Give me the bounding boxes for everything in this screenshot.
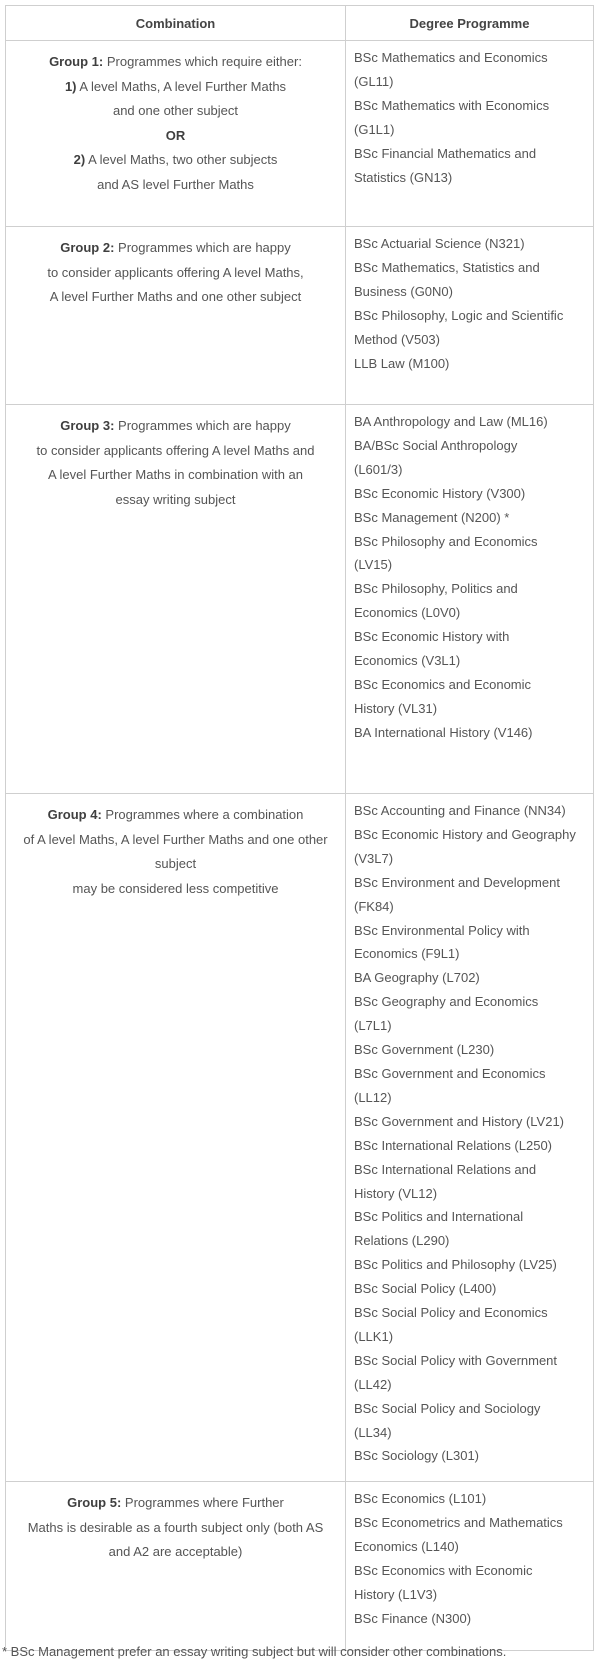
- group-row-5: [6, 1482, 594, 1651]
- combination-cell: [6, 227, 346, 405]
- programme-line: (LL42): [354, 1376, 392, 1392]
- header-row: [6, 6, 594, 41]
- programme-line: BSc Social Policy with Government: [354, 1352, 558, 1368]
- combination-line: [14, 1491, 337, 1516]
- combination-text: Programmes where Further: [124, 1495, 284, 1510]
- programmes-table: [5, 5, 594, 1651]
- combination-line: [14, 99, 337, 124]
- programme-line: BSc Econometrics and Mathematics: [354, 1514, 563, 1530]
- combination-line: [14, 439, 337, 464]
- programme-line: (LL12): [354, 1089, 392, 1105]
- programme-line: History (VL31): [354, 700, 438, 716]
- combination-text: essay writing subject: [115, 491, 236, 507]
- programme-line: BSc Financial Mathematics and: [354, 145, 537, 161]
- programme-line: BSc Actuarial Science (N321): [354, 236, 525, 251]
- programme-line: (LLK1): [354, 1328, 394, 1344]
- programme-line: Economics (L0V0): [354, 605, 461, 621]
- programme-line: (L7L1): [354, 1018, 392, 1034]
- programme-line: BSc Mathematics, Statistics and: [354, 259, 540, 275]
- combination-text: A level Maths, A level Further Maths: [76, 78, 287, 94]
- combination-line: [14, 50, 337, 75]
- combination-text: A level Maths, two other subjects: [85, 152, 278, 167]
- programme-line: BSc Government and History (LV21): [354, 1113, 565, 1129]
- combination-text: A level Further Maths and one other subject: [49, 289, 302, 304]
- group-row-1: [6, 41, 594, 227]
- programme-cell: [346, 41, 594, 227]
- programme-line: (LL34): [354, 1424, 392, 1440]
- header-degree-programme: Degree Programme: [346, 6, 594, 41]
- programme-line: Economics (F9L1): [354, 946, 460, 962]
- programme-line: Relations (L290): [354, 1233, 450, 1249]
- programme-line: BSc Environmental Policy with: [354, 922, 530, 938]
- programme-line: (GL11): [354, 73, 394, 89]
- combination-line: OR: [165, 127, 186, 143]
- programme-line: BSc Economic History with: [354, 629, 510, 645]
- programme-line: BSc Philosophy and Economics: [354, 533, 538, 549]
- combination-cell: [6, 41, 346, 227]
- programme-line: BSc Environment and Development: [354, 874, 560, 890]
- programme-line: BSc Economics with Economic: [354, 1562, 533, 1578]
- combination-line: [14, 414, 337, 439]
- programme-line: History (VL12): [354, 1185, 438, 1201]
- combination-line: [14, 236, 337, 261]
- combination-text: and one other subject: [112, 103, 239, 118]
- programme-line: BA Geography (L702): [354, 970, 480, 986]
- programme-line: BSc Mathematics and Economics: [354, 50, 548, 65]
- programme-line: LLB Law (M100): [354, 355, 450, 371]
- programme-line: BSc Politics and Philosophy (LV25): [354, 1257, 557, 1273]
- combination-cell: [6, 794, 346, 1482]
- programme-cell: [346, 405, 594, 794]
- group-label: Group 3:: [60, 418, 115, 433]
- programme-cell: [346, 794, 594, 1482]
- combination-text: Programmes where a combination: [105, 807, 304, 822]
- programme-line: BSc Philosophy, Politics and: [354, 581, 518, 597]
- combination-line: [14, 285, 337, 310]
- programme-line: BSc Economics and Economic: [354, 676, 532, 692]
- combination-text: to consider applicants offering A level Maths and: [36, 442, 315, 458]
- option-number: 2): [73, 152, 86, 167]
- combination-line: [14, 828, 337, 853]
- combination-text: and A2 are acceptable): [108, 1544, 243, 1559]
- programme-line: BA International History (V146): [354, 724, 533, 740]
- programme-line: BSc Social Policy and Economics: [354, 1305, 548, 1321]
- header-combination: Combination: [6, 6, 346, 41]
- programme-line: BSc Politics and International: [354, 1209, 524, 1225]
- group-label: Group 1:: [49, 54, 104, 69]
- programme-line: BSc Economics (L101): [354, 1491, 487, 1506]
- programme-line: BSc Mathematics with Economics: [354, 97, 550, 113]
- programme-line: (FK84): [354, 898, 394, 914]
- combination-text: Maths is desirable as a fourth subject only (both AS: [27, 1519, 324, 1535]
- group-row-3: [6, 405, 594, 794]
- programme-line: BSc Management (N200) *: [354, 509, 510, 525]
- combination-text: to consider applicants offering A level Maths,: [47, 264, 304, 280]
- programme-line: Method (V503): [354, 331, 440, 347]
- programme-line: BSc Government and Economics: [354, 1065, 546, 1081]
- programme-line: BSc Geography and Economics: [354, 994, 539, 1010]
- programme-line: BSc Economic History and Geography: [354, 826, 576, 842]
- combination-line: [14, 1516, 337, 1541]
- programme-line: Economics (L140): [354, 1538, 459, 1554]
- programme-line: BSc Social Policy (L400): [354, 1281, 497, 1297]
- programme-line: BSc Finance (N300): [354, 1610, 472, 1626]
- combination-text: may be considered less competitive: [72, 880, 279, 896]
- combination-line: [14, 1540, 337, 1565]
- combination-line: [14, 173, 337, 198]
- combination-text: and AS level Further Maths: [97, 176, 254, 192]
- programme-line: (L601/3): [354, 461, 403, 477]
- group-label: Group 2:: [60, 240, 115, 255]
- combination-line: [14, 803, 337, 828]
- combination-text: subject: [154, 856, 197, 871]
- programme-line: Business (G0N0): [354, 283, 453, 299]
- programme-cell: [346, 227, 594, 405]
- group-label: Group 4:: [47, 807, 102, 822]
- combination-text: A level Further Maths in combination with an: [47, 467, 304, 482]
- combination-cell: [6, 405, 346, 794]
- programme-cell: [346, 1482, 594, 1651]
- programme-line: BSc Economic History (V300): [354, 485, 526, 501]
- programme-line: BSc Accounting and Finance (NN34): [354, 803, 566, 818]
- combination-text: Programmes which are happy: [118, 418, 291, 433]
- footnote: * BSc Management prefer an essay writing subject but will consider other combinations.: [2, 1644, 507, 1659]
- programme-line: Economics (V3L1): [354, 653, 461, 669]
- programme-line: BSc International Relations (L250): [354, 1137, 553, 1153]
- combination-line: [14, 852, 337, 877]
- combination-line: [14, 75, 337, 100]
- group-label: Group 5:: [67, 1495, 122, 1510]
- group-row-2: [6, 227, 594, 405]
- group-row-4: [6, 794, 594, 1482]
- combination-cell: [6, 1482, 346, 1651]
- combination-text: Programmes which require either:: [106, 54, 302, 69]
- option-number: 1): [64, 78, 77, 94]
- programme-line: (V3L7): [354, 850, 394, 866]
- combination-line: [14, 463, 337, 488]
- combination-line: [14, 877, 337, 902]
- combination-line: [14, 261, 337, 286]
- programme-line: History (L1V3): [354, 1586, 438, 1602]
- programme-line: BA Anthropology and Law (ML16): [354, 414, 548, 429]
- combination-text: Programmes which are happy: [118, 240, 291, 255]
- programme-line: BSc Sociology (L301): [354, 1448, 480, 1464]
- programme-line: (G1L1): [354, 121, 395, 137]
- programme-line: BSc Philosophy, Logic and Scientific: [354, 307, 564, 323]
- combination-text: of A level Maths, A level Further Maths and one other: [23, 831, 328, 847]
- programme-line: Statistics (GN13): [354, 169, 453, 185]
- programme-line: BSc Social Policy and Sociology: [354, 1400, 541, 1416]
- programme-line: BSc International Relations and: [354, 1161, 537, 1177]
- programme-line: (LV15): [354, 557, 393, 573]
- combination-line: [14, 148, 337, 173]
- programme-line: BSc Government (L230): [354, 1042, 495, 1058]
- programme-line: BA/BSc Social Anthropology: [354, 437, 518, 453]
- combination-line: [14, 488, 337, 513]
